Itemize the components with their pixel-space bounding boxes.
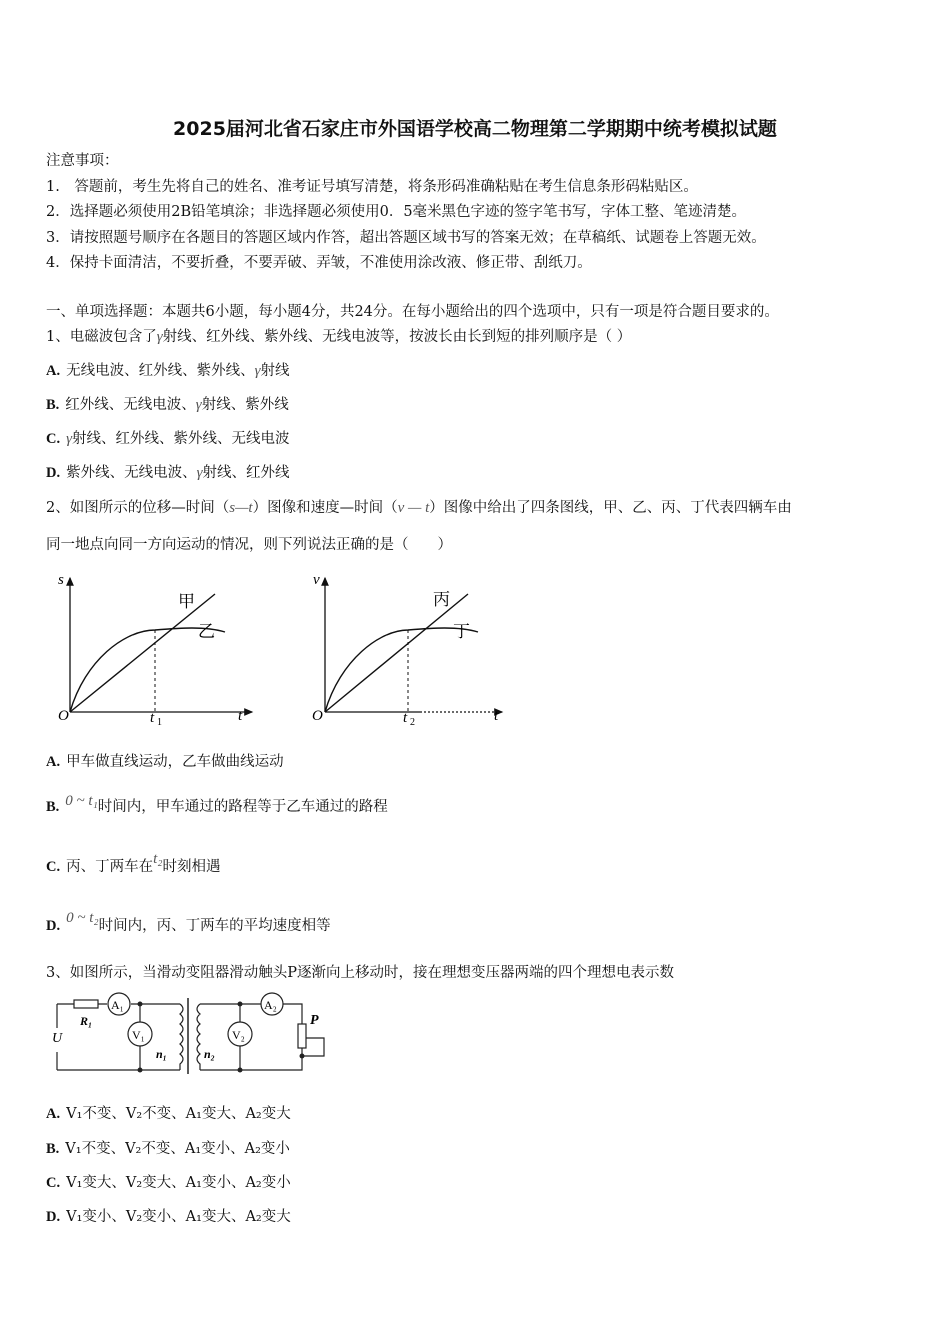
svg-text:R₁: R₁ [80, 1014, 93, 1028]
q3-option-a[interactable]: A. V₁不变、V₂不变、A₁变大、A₂变大 [46, 1106, 291, 1122]
label-jia: 甲 [178, 592, 195, 611]
notice-item: 2．选择题必须使用2B铅笔填涂；非选择题必须使用0．5毫米黑色字迹的签字笔书写，字体工整、笔迹清楚。 [46, 204, 747, 220]
question-2-stem-line2: 同一地点向同一方向运动的情况，则下列说法正确的是（ ） [46, 537, 452, 553]
svg-text:A₂: A₂ [264, 998, 277, 1012]
svg-text:P: P [310, 1013, 319, 1028]
page-title: 2025届河北省石家庄市外国语学校高二物理第二学期期中统考模拟试题 [173, 118, 777, 140]
svg-text:1: 1 [157, 717, 162, 728]
axis-label-t: t [494, 708, 499, 724]
notice-item: 3．请按照题号顺序在各题目的答题区域内作答，超出答题区域书写的答案无效；在草稿纸、试题卷上答题无效。 [46, 230, 766, 246]
origin-label: O [312, 708, 323, 724]
origin-label: O [58, 708, 69, 724]
line-jia [70, 594, 215, 712]
v-t-graph [312, 572, 502, 728]
question-2-stem: 2、如图所示的位移—时间（s—t）图像和速度—时间（v — t）图像中给出了四条图线，甲、乙、丙、丁代表四辆车由 [46, 500, 792, 516]
q1-option-c[interactable]: C. γ射线、红外线、紫外线、无线电波 [46, 431, 290, 447]
axis-label-v: v [313, 572, 320, 588]
q1-option-d[interactable]: D. 紫外线、无线电波、γ射线、红外线 [46, 465, 290, 481]
section-heading: 一、单项选择题：本题共6小题，每小题4分，共24分。在每小题给出的四个选项中，只有一项是符合题目要求的。 [46, 304, 779, 320]
notice-item: 4．保持卡面清洁，不要折叠，不要弄破、弄皱，不准使用涂改液、修正带、刮纸刀。 [46, 255, 592, 271]
motion-graphs [40, 560, 520, 735]
q1-option-a[interactable]: A. 无线电波、红外线、紫外线、γ射线 [46, 363, 290, 379]
question-1-stem: 1、电磁波包含了γ射线、红外线、紫外线、无线电波等，按波长由长到短的排列顺序是（ ） [46, 329, 632, 345]
label-bing: 丙 [433, 590, 450, 609]
q2-option-c[interactable]: C. 丙、丁两车在t₂时刻相遇 [46, 851, 221, 875]
svg-text:V₂: V₂ [232, 1028, 245, 1042]
q3-option-c[interactable]: C. V₁变大、V₂变大、A₁变小、A₂变小 [46, 1175, 291, 1191]
svg-text:n₂: n₂ [204, 1047, 215, 1061]
svg-text:U: U [52, 1031, 63, 1046]
q3-option-d[interactable]: D. V₁变小、V₂变小、A₁变大、A₂变大 [46, 1209, 291, 1225]
q3-option-b[interactable]: B. V₁不变、V₂不变、A₁变小、A₂变小 [46, 1141, 290, 1157]
svg-text:2: 2 [410, 717, 415, 728]
tick-t1: t [150, 710, 155, 726]
svg-text:V₁: V₁ [132, 1028, 145, 1042]
transformer-circuit [40, 990, 350, 1080]
question-3-stem: 3、如图所示，当滑动变阻器滑动触头P逐渐向上移动时，接在理想变压器两端的四个理想电表示数 [46, 965, 674, 981]
label-ding: 丁 [453, 622, 470, 641]
line-bing [325, 594, 468, 712]
q2-option-b[interactable]: B. 0 ~ t₁时间内，甲车通过的路程等于乙车通过的路程 [46, 793, 388, 815]
q2-option-a[interactable]: A. 甲车做直线运动，乙车做曲线运动 [46, 754, 284, 770]
label-yi: 乙 [198, 622, 215, 641]
q2-option-d[interactable]: D. 0 ~ t₂时间内，丙、丁两车的平均速度相等 [46, 910, 331, 934]
tick-t2: t [403, 710, 408, 726]
notice-item: 1. 答题前，考生先将自己的姓名、准考证号填写清楚，将条形码准确粘贴在考生信息条形码粘贴区。 [46, 179, 698, 195]
q1-option-b[interactable]: B. 红外线、无线电波、γ射线、紫外线 [46, 397, 289, 413]
s-t-graph [58, 572, 252, 728]
svg-text:n₁: n₁ [156, 1047, 167, 1061]
svg-text:A₁: A₁ [111, 998, 124, 1012]
axis-label-s: s [58, 572, 64, 588]
notice-heading: 注意事项： [46, 153, 119, 169]
axis-label-t: t [238, 708, 243, 724]
